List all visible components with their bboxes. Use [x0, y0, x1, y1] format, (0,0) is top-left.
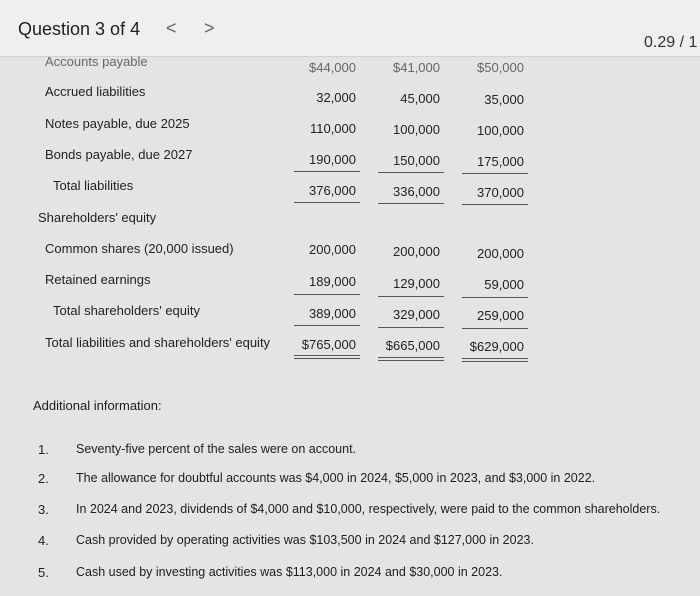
row-label-common-shares: Common shares (20,000 issued): [45, 241, 234, 256]
cell-common-shares-2023: 200,000: [393, 244, 440, 259]
underline: [462, 328, 528, 329]
cell-accrued-2024: 32,000: [316, 90, 356, 105]
note-text: Cash provided by operating activities was $103,500 in 2024 and $127,000 in 2023.: [76, 533, 534, 547]
question-counter: Question 3 of 4: [18, 19, 141, 39]
question-header: [0, 0, 700, 57]
cell-accounts-payable-2023: $41,000: [393, 60, 440, 75]
underline: [294, 294, 360, 295]
underline: [462, 173, 528, 174]
row-label-retained-earnings: Retained earnings: [45, 272, 151, 287]
score-display: 0.29 / 1: [644, 34, 698, 51]
cell-retained-2022: 59,000: [484, 277, 524, 292]
cell-retained-2024: 189,000: [309, 274, 356, 289]
cell-accrued-2023: 45,000: [400, 91, 440, 106]
double-underline: [378, 357, 444, 358]
underline: [294, 171, 360, 172]
row-label-bonds-payable: Bonds payable, due 2027: [45, 147, 193, 162]
additional-info-heading: Additional information:: [33, 398, 162, 413]
row-label-notes-payable: Notes payable, due 2025: [45, 116, 190, 131]
note-text: The allowance for doubtful accounts was $4,000 in 2024, $5,000 in 2023, and $3,000 in 2022.: [76, 471, 596, 485]
cell-bonds-2022: 175,000: [477, 154, 524, 169]
note-number: 4.: [38, 533, 49, 548]
cell-grand-total-2022: $629,000: [469, 339, 524, 354]
cell-total-equity-2023: 329,000: [393, 307, 440, 322]
underline: [378, 296, 444, 297]
cell-bonds-2024: 190,000: [309, 152, 356, 167]
cell-common-shares-2022: 200,000: [477, 246, 524, 261]
note-text: In 2024 and 2023, dividends of $4,000 and $10,000, respectively, were paid to the common shareholders.: [76, 502, 661, 516]
note-number: 5.: [38, 565, 49, 580]
underline: [294, 202, 360, 203]
cell-grand-total-2024: $765,000: [301, 337, 356, 352]
cell-retained-2023: 129,000: [393, 276, 440, 291]
cell-grand-total-2023: $665,000: [385, 338, 440, 353]
previous-question-chevron-icon[interactable]: <: [166, 18, 177, 38]
cell-accounts-payable-2022: $50,000: [477, 60, 524, 75]
row-label-accrued-liabilities: Accrued liabilities: [45, 84, 146, 99]
row-label-total-liabilities-and-equity: Total liabilities and shareholders' equity: [45, 335, 271, 350]
cell-total-liabilities-2023: 336,000: [393, 184, 440, 199]
cell-notes-2022: 100,000: [477, 123, 524, 138]
note-text: Seventy-five percent of the sales were on account.: [76, 442, 357, 456]
underline: [378, 327, 444, 328]
underline: [294, 325, 360, 326]
cell-total-equity-2022: 259,000: [477, 308, 524, 323]
row-label-accounts-payable: Accounts payable: [45, 54, 148, 69]
underline: [378, 172, 444, 173]
row-label-total-shareholders-equity: Total shareholders' equity: [53, 303, 201, 318]
double-underline: [294, 358, 360, 359]
cell-total-liabilities-2024: 376,000: [309, 183, 356, 198]
double-underline: [462, 358, 528, 359]
note-number: 1.: [38, 442, 49, 457]
underline: [462, 297, 528, 298]
question-content: [0, 56, 700, 596]
double-underline: [462, 361, 528, 362]
note-text: Cash used by investing activities was $113,000 in 2024 and $30,000 in 2023.: [76, 565, 503, 579]
cell-bonds-2023: 150,000: [393, 153, 440, 168]
cell-total-liabilities-2022: 370,000: [477, 185, 524, 200]
cell-notes-2024: 110,000: [309, 121, 356, 136]
cell-common-shares-2024: 200,000: [309, 242, 356, 257]
row-label-total-liabilities: Total liabilities: [53, 178, 134, 193]
double-underline: [378, 360, 444, 361]
cell-total-equity-2024: 389,000: [309, 306, 356, 321]
cell-accounts-payable-2024: $44,000: [309, 60, 356, 75]
underline: [378, 203, 444, 204]
note-number: 3.: [38, 502, 49, 517]
underline: [462, 204, 528, 205]
next-question-chevron-icon[interactable]: >: [204, 18, 215, 38]
section-header-shareholders-equity: Shareholders' equity: [38, 210, 157, 225]
note-number: 2.: [38, 471, 49, 486]
cell-notes-2023: 100,000: [393, 122, 440, 137]
double-underline: [294, 355, 360, 356]
cell-accrued-2022: 35,000: [484, 92, 524, 107]
